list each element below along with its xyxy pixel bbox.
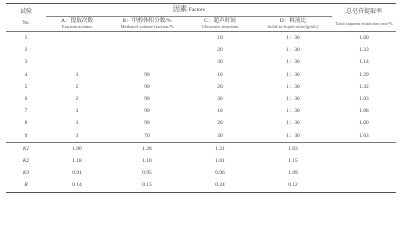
table-row [6,81,396,93]
factor-d-cell: 1：30 [286,71,300,78]
factor-c-cell: 10 [217,71,223,78]
factor-d-cell: 1.09 [288,170,298,177]
factor-d-cell: 1：30 [286,108,300,115]
factor-a-header [46,17,108,32]
trial-no-cell: 9 [24,132,28,139]
yield-cell: 1.03 [359,132,369,139]
stat-label: R [24,182,28,189]
trial-no-cell: 7 [24,108,28,115]
yield-cell: 1.08 [359,108,369,115]
factor-b-cell: 0.95 [142,170,152,177]
trial-no-header [6,4,46,32]
stat-row-r [6,179,396,192]
yield-cell: 1.29 [359,71,369,78]
factor-a-cell [46,32,108,45]
factor-d-cell: 1.03 [254,142,332,155]
factor-d-header [254,17,332,32]
factor-a-cell: 2 [75,83,79,90]
yield-cell: 1.32 [359,83,369,90]
trial-no-cell: 4 [24,71,28,78]
yield-cell [332,155,396,167]
table-row [6,105,396,117]
orthogonal-test-table [6,3,396,193]
factor-d-cell: 1：30 [286,96,300,103]
factor-b-cell: 0.15 [142,182,152,189]
factor-d-cell: 1：30 [286,132,300,139]
trial-no-header-cn: 试验 [19,8,32,15]
factor-c-cell: 20 [217,47,223,54]
table-row [6,44,396,56]
factor-d-cell: 1：30 [286,35,300,41]
factors-header-en: Factors [188,7,205,13]
factor-b-cell: 90 [144,120,150,127]
yield-cell: 1.03 [359,96,369,103]
factor-a-cell: 1.00 [46,142,108,155]
factor-a-cell: 0.14 [72,182,82,189]
yield-cell [332,167,396,179]
trial-no-cell: 3 [24,59,28,66]
factor-c-cell: 1.01 [215,158,225,165]
factor-c-cell: 30 [217,132,223,139]
table-row [6,117,396,129]
stat-row-k1 [6,142,396,155]
factor-b-cell [108,32,186,45]
trial-no-cell: 8 [24,120,28,127]
factor-c-cell: 30 [217,59,223,66]
factor-d-cell: 1：30 [286,83,300,90]
factor-b-cell: 90 [144,108,150,115]
factor-d-cn: D：料液比 [279,18,307,24]
factor-c-cell: 1.21 [186,142,254,155]
stat-label: K3 [22,170,30,177]
table-row [6,93,396,105]
factor-d-cell: 1：30 [286,59,300,66]
factor-b-cell [108,44,186,56]
trial-no-cell: 6 [24,96,28,103]
factor-a-cell: 1.18 [72,158,82,165]
factor-b-cell: 90 [144,83,150,90]
factor-c-cell: 20 [217,120,223,127]
factor-b-cell: 70 [144,132,150,139]
trial-no-cell: 1 [24,35,28,41]
yield-cell [332,179,396,192]
stat-label: K1 [6,142,46,155]
factor-c-cell: 0.24 [215,182,225,189]
trial-no-header-en: No. [22,20,30,26]
factor-a-cell [46,56,108,68]
factor-c-cell: 0.96 [215,170,225,177]
trial-no-cell: 2 [24,47,28,54]
table-row [6,56,396,68]
factor-a-cn: A：提取次数 [60,18,93,24]
yield-header-en: Total saponin extraction rate/% [335,20,393,26]
yield-cell: 1.00 [359,120,369,127]
yield-cell: 1.00 [359,35,369,41]
factor-b-cell: 1.10 [142,158,152,165]
factor-a-cell: 0.91 [72,170,82,177]
factor-a-cell: 3 [75,71,79,78]
yield-header [332,4,396,32]
factors-header-cn: 因素 [173,5,188,13]
factor-b-en: Methanol volume fraction/% [120,24,174,29]
factor-a-cell: 3 [75,120,79,127]
stat-row-k3 [6,167,396,179]
factor-c-cell: 10 [217,108,223,115]
factor-d-cell: 1：30 [286,120,300,127]
stat-row-k2 [6,155,396,167]
factor-d-cell: 1：30 [286,47,300,54]
stat-label: K2 [22,158,30,165]
yield-cell: 1.14 [359,59,369,66]
factor-b-cell: 1.26 [108,142,186,155]
factor-c-header [186,17,254,32]
factor-c-cn: C：超声时间 [204,18,236,24]
yield-cell [332,142,396,155]
factor-a-cell: 3 [75,132,79,139]
factor-c-cell: 10 [217,35,223,41]
factors-header [46,4,332,17]
table-row [6,32,396,45]
factor-a-cell: 3 [75,108,79,115]
table-row [6,130,396,143]
yield-header-cn: 总皂苷提取率 [346,8,383,15]
factor-c-en: Ultrasonic time/min [201,24,239,29]
table-row [6,69,396,81]
factor-a-cell [46,44,108,56]
factor-d-cell: 1.15 [288,158,298,165]
trial-no-cell: 5 [24,83,28,90]
factor-b-cn: B：甲醇体积分数/% [122,18,172,24]
factor-a-cell: 2 [75,96,79,103]
factor-b-cell: 90 [144,71,150,78]
factor-b-cell [108,56,186,68]
factor-a-en: Extraction times [61,24,93,29]
yield-cell: 1.23 [359,47,369,54]
factor-d-cell: 0.12 [288,182,298,189]
factor-d-en: Solid-to-liquid ratio/(g/mL) [267,24,319,29]
factor-b-header [108,17,186,32]
factor-c-cell: 20 [217,83,223,90]
factor-b-cell: 90 [144,96,150,103]
factor-c-cell: 30 [217,96,223,103]
